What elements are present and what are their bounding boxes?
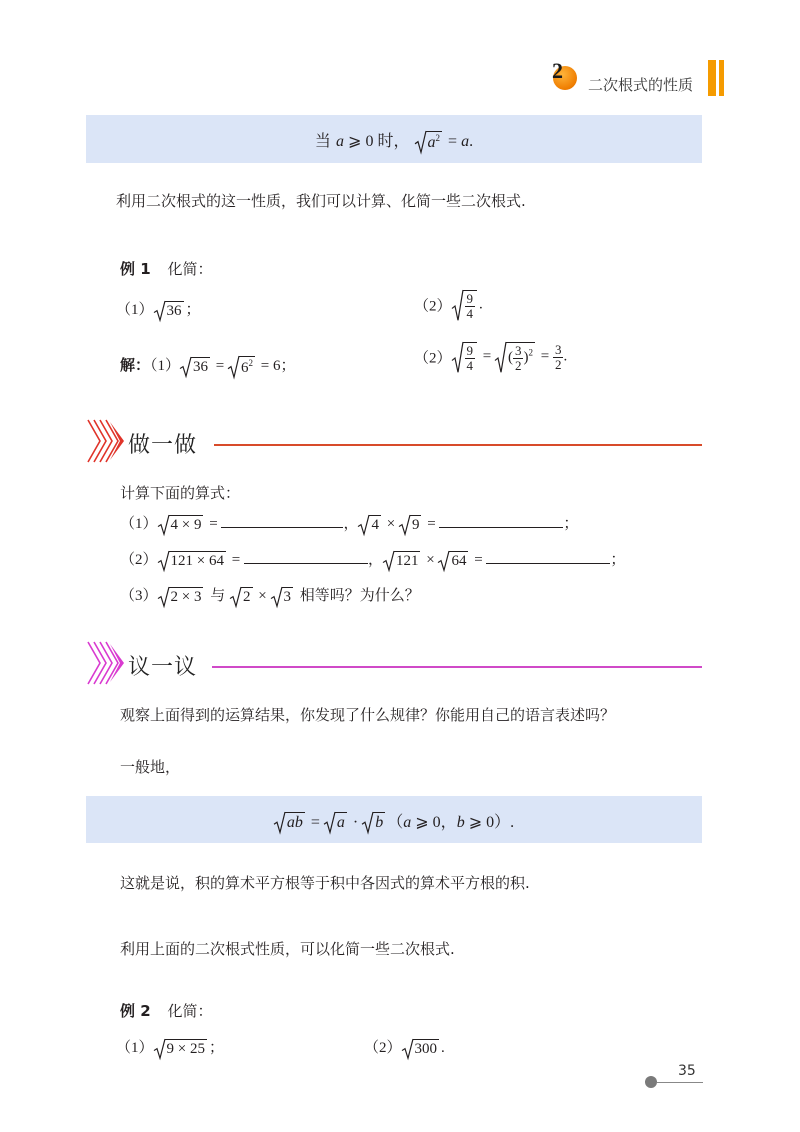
example-2-part-2: （2） 300 . <box>364 1040 445 1057</box>
yiyiyi-text: 观察上面得到的运算结果，你发现了什么规律？你能用自己的语言表述吗？ <box>120 706 616 724</box>
example-1-part-1: （1） 36 ； <box>116 302 201 319</box>
page-number: 35 <box>678 1063 696 1079</box>
example-2-part-1: （1） 9 × 25 ； <box>116 1040 224 1057</box>
section-rule <box>214 444 702 446</box>
explain-paragraph: 这就是说，积的算术平方根等于积中各因式的算术平方根的积. <box>120 874 530 892</box>
property-formula: 当 a ⩾ 0 时， $a^2 = a$. <box>314 131 474 151</box>
answer-blank[interactable] <box>486 549 610 564</box>
exercise-line-2: （2） 121 × 64 = ， 121 × 64 = ； <box>120 548 625 570</box>
example-1-solution-1: 解：（1） 36 = $6^2 = 6$； <box>120 356 296 376</box>
zuoyizuo-intro: 计算下面的算式： <box>120 484 241 502</box>
page-dot <box>645 1076 657 1088</box>
chapter-title: 二次根式的性质 <box>588 76 694 94</box>
page-rule <box>657 1082 703 1083</box>
answer-blank[interactable] <box>439 513 563 528</box>
zuoyizuo-title: 做一做 <box>128 433 198 458</box>
example-1-solution-2: （2） $\frac{9}{4}$ = ( $\frac{3}{2}$ )$^2$ = $\frac{3}{2}$ . <box>414 342 568 373</box>
sqrt: $a^2$ <box>415 131 443 152</box>
yiyiyi-title: 议一议 <box>128 655 198 680</box>
property-formula-box <box>86 115 702 163</box>
header-bar-decoration <box>708 60 716 96</box>
product-rule-box <box>86 796 702 843</box>
answer-blank[interactable] <box>221 513 343 528</box>
example-1-part-2: （2） $\frac{9}{4}$ . <box>414 291 483 321</box>
general-text: 一般地， <box>120 758 181 776</box>
example-1-heading: 例 1 化简： <box>120 260 213 278</box>
product-rule-formula: ab = a · b （a ⩾ 0，b ⩾ 0）. <box>86 809 702 833</box>
exercise-line-1: （1） 4 × 9 = ， 4 × 9 = ； <box>120 512 578 534</box>
using-paragraph: 利用上面的二次根式性质，可以化简一些二次根式. <box>120 940 455 958</box>
example-2-heading: 例 2 化简： <box>120 1002 213 1020</box>
intro-paragraph: 利用二次根式的这一性质，我们可以计算、化简一些二次根式. <box>116 192 526 210</box>
exercise-line-3: （3） 2 × 3 与 2 × 3 相等吗？为什么？ <box>120 586 420 605</box>
section-rule <box>212 666 702 668</box>
header-bar-decoration-thin <box>719 60 724 96</box>
answer-blank[interactable] <box>244 549 368 564</box>
chevron-arrows-icon <box>86 640 126 686</box>
chapter-number: 2 <box>552 58 563 83</box>
chevron-arrows-icon <box>86 418 126 464</box>
